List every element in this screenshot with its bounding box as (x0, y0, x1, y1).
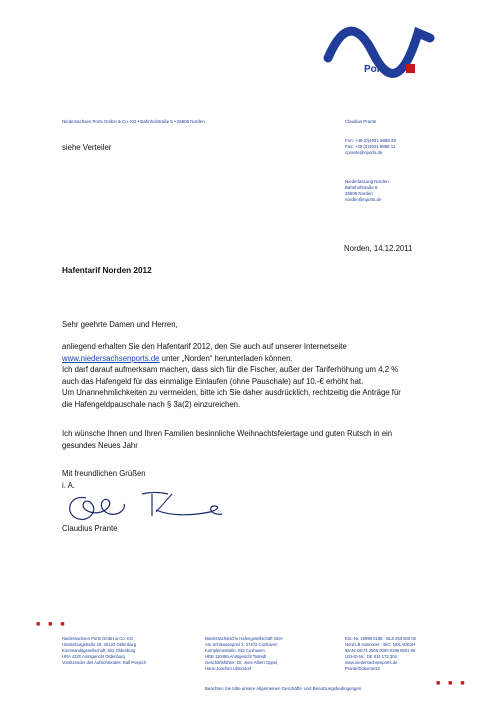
footer-line: Am Schleusenpriel 2, 27472 Cuxhaven (205, 642, 278, 647)
body-line-with-link (62, 353, 462, 365)
contact-fax: Fax: +49 (0)4931 9888 11 (345, 144, 396, 149)
website-link[interactable]: www.niedersachsenports.de (62, 353, 160, 363)
footer-website[interactable]: www.niedersachsenports.de (345, 660, 398, 665)
terms-note: Beachten Sie bitte unsere Allgemeinen Geschäfts- und Benutzungsbedingungen. (205, 686, 363, 691)
letter-subject: Hafentarif Norden 2012 (62, 266, 152, 275)
body-line: anliegend erhalten Sie den Hafentarif 2012, den Sie auch auf unserer Internetseite (62, 342, 347, 351)
logo-text: Ports (364, 64, 390, 75)
footer-line: Prante/Dokument2 (345, 666, 380, 671)
season-greetings (62, 428, 462, 451)
footer-line: Niedersächsische Hafengesellschaft mbH (205, 636, 283, 641)
footer-company-info (62, 636, 146, 666)
footer-line: Hans-Joachim Uhlendorf (205, 666, 252, 671)
footer-partner-info (205, 636, 283, 672)
sender-address-line: Niedersachsen Ports GmbH & Co. KG • Bahnhofstraße 5 • 26506 Norden (62, 119, 205, 124)
branch-street: Bahnhofstraße 5 (345, 185, 378, 190)
footer-line: Kto.-Nr. 19996 0188 · BLZ 250 500 00 (345, 636, 417, 641)
company-logo (318, 8, 438, 88)
on-behalf-marker: i. A. (62, 481, 76, 490)
footer-line: USt-ID-Nr.: DE 814 172 304 (345, 654, 397, 659)
branch-address (345, 179, 389, 203)
body-text-segment: unter „Norden“ herunterladen können. (159, 353, 293, 363)
closing: Mit freundlichen Grüßen (62, 469, 146, 478)
footer-line: Komplementärin, Sitz Cuxhaven (205, 648, 265, 653)
letter-date: Norden, 14.12.2011 (344, 244, 413, 253)
branch-city: 26506 Norden (345, 191, 373, 196)
greetings-line: gesundes Neues Jahr (62, 440, 138, 450)
contact-fon: Fon: +49 (0)4931 9888 29 (345, 138, 396, 143)
recipient: siehe Verteiler (62, 143, 112, 152)
contact-name: Claudius Prante (345, 119, 377, 124)
footer-line: Niedersachsen Ports GmbH & Co. KG (62, 636, 133, 641)
body-line: Ich darf darauf aufmerksam machen, dass sich für die Fischer, außer der Tariferhöhung um 4,2 % (62, 365, 399, 374)
salutation: Sehr geehrte Damen und Herren, (62, 320, 178, 329)
footer-line: Vorsitzender des Aufsichtsrates: Ralf Pospich (62, 660, 147, 665)
decorative-dots: ■ ■ ■ (436, 680, 468, 687)
greetings-line: Ich wünsche Ihnen und Ihren Familien besinnliche Weihnachtsfeiertage und guten Rutsch in ein (62, 429, 393, 438)
footer-line: HRB 110486 Amtsgericht Tostedt (205, 654, 267, 659)
footer-line: IBAN: DE74 2505 0000 0199 9601 88 (345, 648, 416, 653)
body-line: Um Unannehmlichkeiten zu vermeiden, bitte ich Sie daher ausdrücklich, rechtzeitig die Anträge für (62, 388, 401, 397)
body-line: auch das Hafengeld für das einmalige Einlaufen (ohne Pauschale) auf 10.-€ erhöht hat. (62, 376, 364, 386)
footer-line: Hindenburgstraße 28, 26122 Oldenburg (62, 642, 137, 647)
footer-line: HRA 4220 Amtsgericht Oldenburg (62, 654, 125, 659)
signer-name: Claudius Prante (62, 524, 118, 533)
decorative-dots: ■ ■ ■ (36, 621, 68, 628)
footer-line: Nord LB Hannover · BIC: NOLADE2H (345, 642, 416, 647)
branch-email: norden@nports.de (345, 197, 382, 202)
contact-email: cprante@nports.de (345, 150, 383, 155)
footer-line: Geschäftsführer: Dr. Jens-Albert Oppel, (205, 660, 279, 665)
body-line: die Hafengeldpauschale nach § 3a(2) einzureichen. (62, 399, 241, 409)
contact-details (345, 138, 396, 156)
letter-body (62, 341, 462, 410)
footer-line: Kommanditgesellschaft, Sitz Oldenburg (62, 648, 136, 653)
footer-bank-info (345, 636, 416, 672)
branch-title: Niederlassung Norden (345, 179, 389, 184)
